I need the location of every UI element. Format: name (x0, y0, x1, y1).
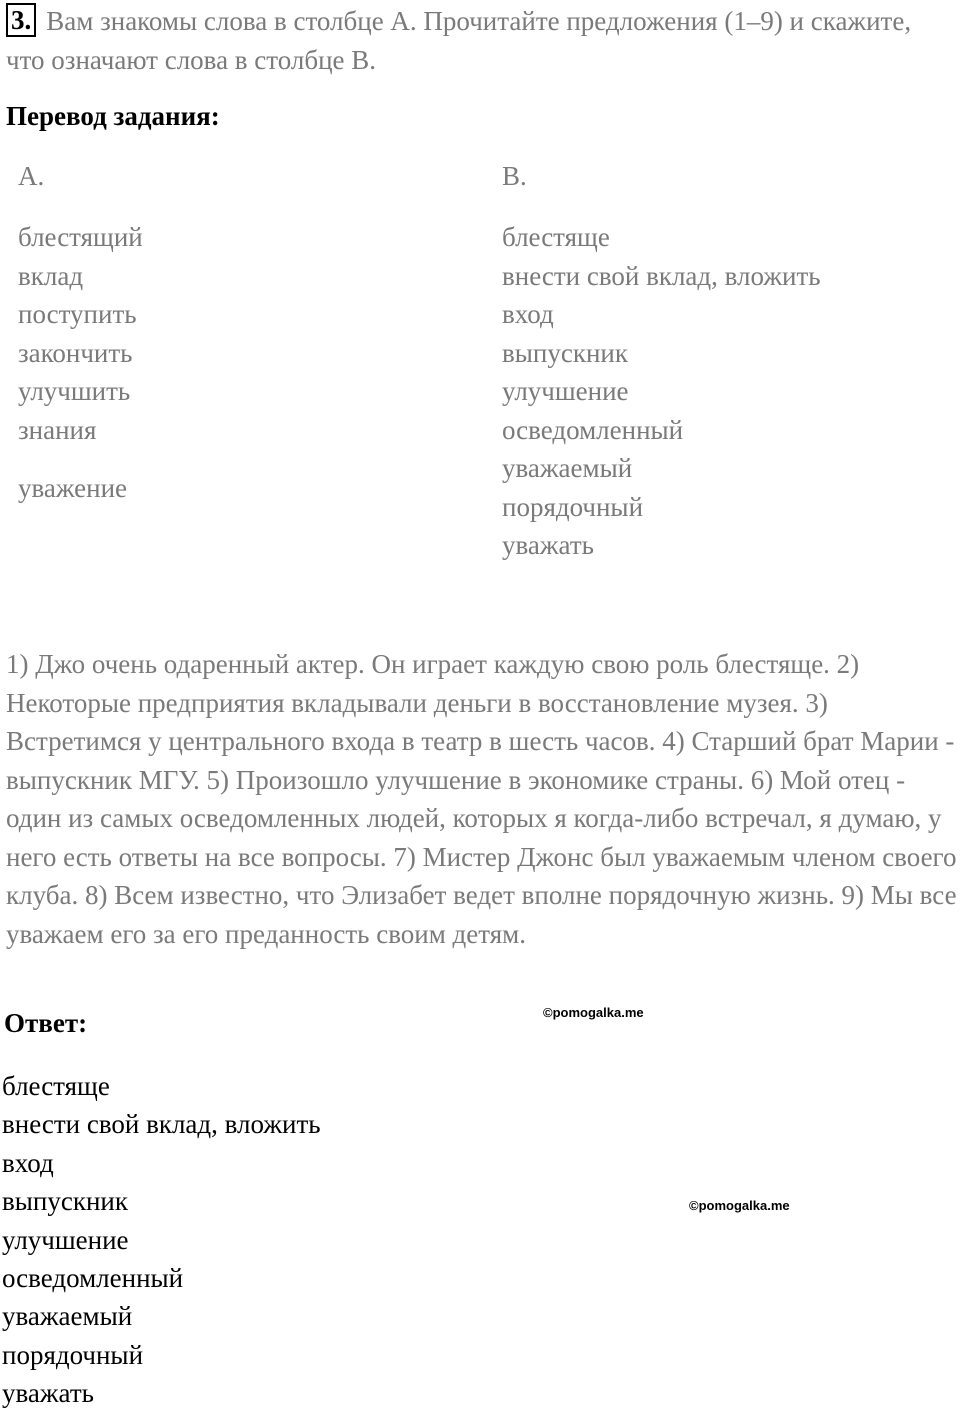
column-a-word: закончить (18, 337, 133, 368)
column-b-word: уважаемый (502, 453, 633, 483)
answer-item: уважаемый (2, 1301, 133, 1332)
answer-list (2, 1067, 321, 1413)
answer-item: внести свой вклад, вложить (2, 1109, 321, 1140)
column-a-list (18, 218, 143, 508)
column-a-title: A. (18, 161, 45, 191)
column-a-word: знания (18, 414, 97, 445)
column-a-word: поступить (18, 299, 137, 329)
column-b-word: внести свой вклад, вложить (502, 260, 821, 291)
task-number: 3. (6, 3, 36, 37)
answer-item: улучшение (2, 1224, 129, 1255)
answer-item: уважать (2, 1378, 94, 1409)
column-b-list (502, 218, 821, 565)
answer-heading: Ответ: (4, 1008, 88, 1038)
column-b-word: порядочный (502, 491, 644, 522)
column-a-word: блестящий (18, 222, 143, 252)
column-b-title: B. (502, 161, 527, 191)
column-b-word: осведомленный (502, 414, 684, 445)
column-b-word: выпускник (502, 337, 628, 368)
column-b-word: уважать (502, 530, 594, 560)
watermark: ©pomogalka.me (689, 1198, 790, 1213)
answer-item: блестяще (2, 1071, 110, 1101)
task-statement (6, 2, 946, 80)
column-a-word: улучшить (18, 376, 131, 406)
answer-item: осведомленный (2, 1263, 184, 1294)
column-b-word: улучшение (502, 376, 629, 406)
column-a-word: уважение (18, 473, 128, 503)
watermark: ©pomogalka.me (543, 1005, 644, 1020)
answer-item: вход (2, 1147, 54, 1178)
answer-item: выпускник (2, 1186, 128, 1217)
column-b-word: блестяще (502, 222, 610, 252)
column-b-word: вход (502, 299, 554, 329)
sentences-passage: 1) Джо очень одаренный актер. Он играет каждую свою роль блестяще. 2) Некоторые предприятия вкладывали деньги в восстановление музея. 3) Встретимся у центрального входа в театр в шесть часов. 4) Старший брат Марии - выпускник МГУ. 5) Произошло улучшение в экономике страны. 6) Мой отец - один из самых осведомленных людей, которых я когда-либо встречал, я думаю, у него есть ответы на все вопросы. 7) Мистер Джонс был уважаемым членом своего клуба. 8) Всем известно, что Элизабет ведет вполне порядочную жизнь. 9) Мы все уважаем его за его преданность своим детям. (6, 649, 957, 949)
column-a-word: вклад (18, 260, 84, 291)
task-text: Вам знакомы слова в столбце A. Прочитайте предложения (1–9) и скажите, что означают слова в столбце B. (6, 6, 912, 75)
answer-item: порядочный (2, 1339, 144, 1370)
translation-heading: Перевод задания: (6, 101, 220, 131)
